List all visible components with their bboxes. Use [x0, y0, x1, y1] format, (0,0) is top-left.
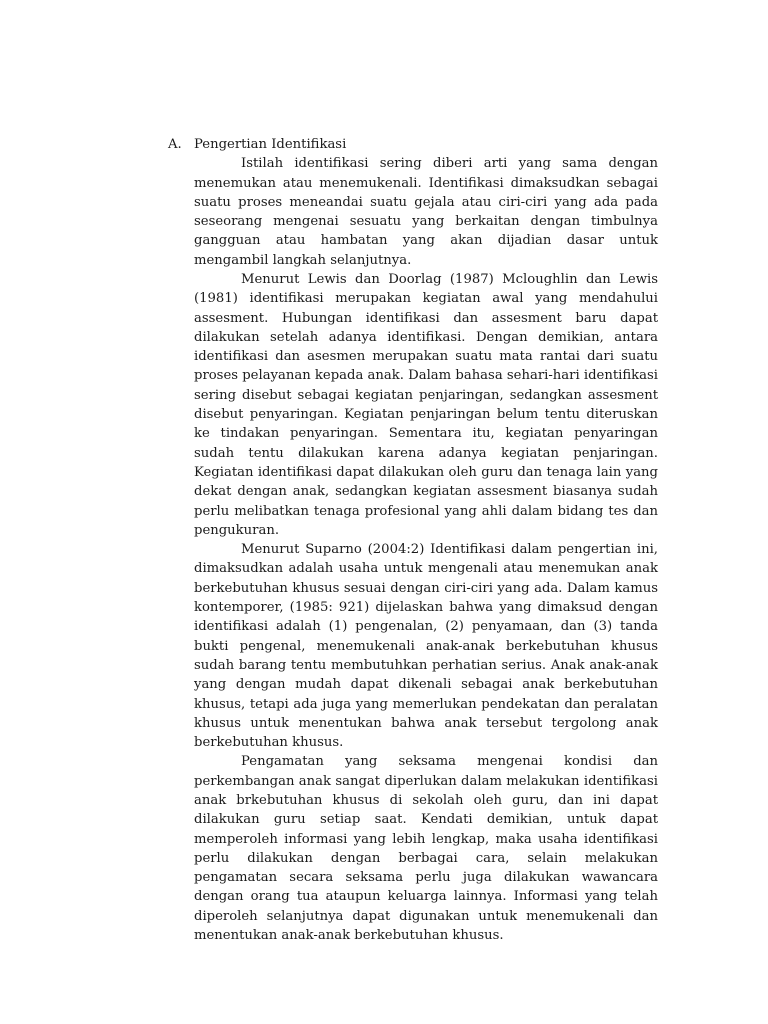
paragraph-suparno: Menurut Suparno (2004:2) Identifikasi dalam pengertian ini, dimaksudkan adalah usaha untuk mengenali atau menemukan anak berkebutuhan khusus sesuai dengan ciri-ciri yang ada. Dalam kamus kontemporer, (1985: 921) dijelaskan bahwa yang dimaksud dengan identifikasi adalah (1) pengenalan, (2) penyamaan, dan (3) tanda bukti pengenal, menemukenali anak-anak berkebutuhan khusus sudah barang tentu membutuhkan perhatian serius. Anak anak-anak yang dengan mudah dapat dikenali sebagai anak berkebutuhan khusus, tetapi ada juga yang memerlukan pendekatan dan peralatan khusus untuk menentukan bahwa anak tersebut tergolong anak berkebutuhan khusus.: [194, 542, 658, 751]
section-heading: [168, 135, 660, 154]
paragraph-istilah: Istilah identifikasi sering diberi arti yang sama dengan menemukan atau menemukenali. Identifikasi dimaksudkan sebagai suatu proses meneandai suatu gejala atau ciri-ciri yang ada pada seseorang mengenai sesuatu yang berkaitan dengan timbulnya gangguan atau hambatan yang akan dijadian dasar untuk mengambil langkah selanjutnya.: [194, 156, 658, 268]
section-title: Pengertian Identifikasi: [194, 137, 347, 152]
section-body: [194, 154, 658, 945]
paragraph-pengamatan: Pengamatan yang seksama mengenai kondisi dan perkembangan anak sangat diperlukan dalam melakukan identifikasi anak brkebutuhan khusus di sekolah oleh guru, dan ini dapat dilakukan guru setiap saat. Kendati demikian, untuk dapat memperoleh informasi yang lebih lengkap, maka usaha identifikasi perlu dilakukan dengan berbagai cara, selain melakukan pengamatan secara seksama perlu juga dilakukan wawancara dengan orang tua ataupun keluarga lainnya. Informasi yang telah diperoleh selanjutnya dapat digunakan untuk menemukenali dan menentukan anak-anak berkebutuhan khusus.: [194, 754, 658, 944]
section-pengertian-identifikasi: [168, 135, 660, 945]
section-marker: A.: [168, 137, 182, 152]
paragraph-lewis-doorlag: Menurut Lewis dan Doorlag (1987) Mcloughlin dan Lewis (1981) identifikasi merupakan kegiatan awal yang mendahului assesment. Hubungan identifikasi dan assesment baru dapat dilakukan setelah adanya identifikasi. Dengan demikian, antara identifikasi dan asesmen merupakan suatu mata rantai dari suatu proses pelayanan kepada anak. Dalam bahasa sehari-hari identifikasi sering disebut sebagai kegiatan penjaringan, sedangkan assesment disebut penyaringan. Kegiatan penjaringan belum tentu diteruskan ke tindakan penyaringan. Sementara itu, kegiatan penyaringan sudah tentu dilakukan karena adanya kegiatan penjaringan. Kegiatan identifikasi dapat dilakukan oleh guru dan tenaga lain yang dekat dengan anak, sedangkan kegiatan assesment biasanya sudah perlu melibatkan tenaga profesional yang ahli dalam bidang tes dan pengukuran.: [194, 271, 658, 538]
